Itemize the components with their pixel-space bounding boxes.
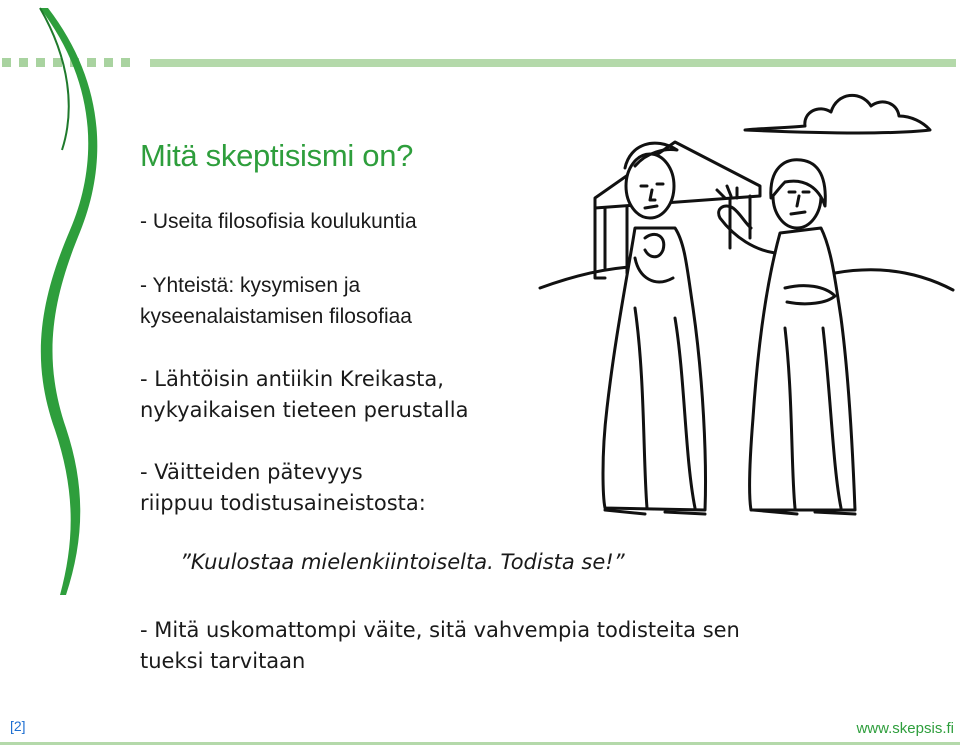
- bullet-line: - Mitä uskomattompi väite, sitä vahvempia todisteita sen: [140, 618, 740, 642]
- green-ribbon-decoration: [0, 0, 110, 600]
- two-philosophers-with-temple-illustration: [535, 78, 955, 528]
- bullet-line: riippuu todistusaineistosta:: [140, 491, 426, 515]
- footer-line: [0, 742, 960, 745]
- website-link[interactable]: www.skepsis.fi: [856, 720, 954, 737]
- bullet-line: nykyaikaisen tieteen perustalla: [140, 398, 469, 422]
- slide-title: Mitä skeptisismi on?: [140, 138, 414, 173]
- top-decorative-band: [0, 56, 960, 70]
- bullet-line: - Yhteistä: kysymisen ja: [140, 274, 361, 297]
- band-square: [121, 58, 130, 67]
- bullet-line: tueksi tarvitaan: [140, 649, 306, 673]
- page-number: [2]: [10, 718, 26, 734]
- quote-text: ”Kuulostaa mielenkiintoiselta. Todista se!”: [180, 550, 625, 574]
- bullet-line: kyseenalaistamisen filosofiaa: [140, 305, 412, 328]
- bullet-line: - Väitteiden pätevyys: [140, 460, 363, 484]
- band-bar: [150, 59, 956, 67]
- bullet-line: - Useita filosofisia koulukuntia: [140, 210, 417, 233]
- bullet-line: - Lähtöisin antiikin Kreikasta,: [140, 367, 444, 391]
